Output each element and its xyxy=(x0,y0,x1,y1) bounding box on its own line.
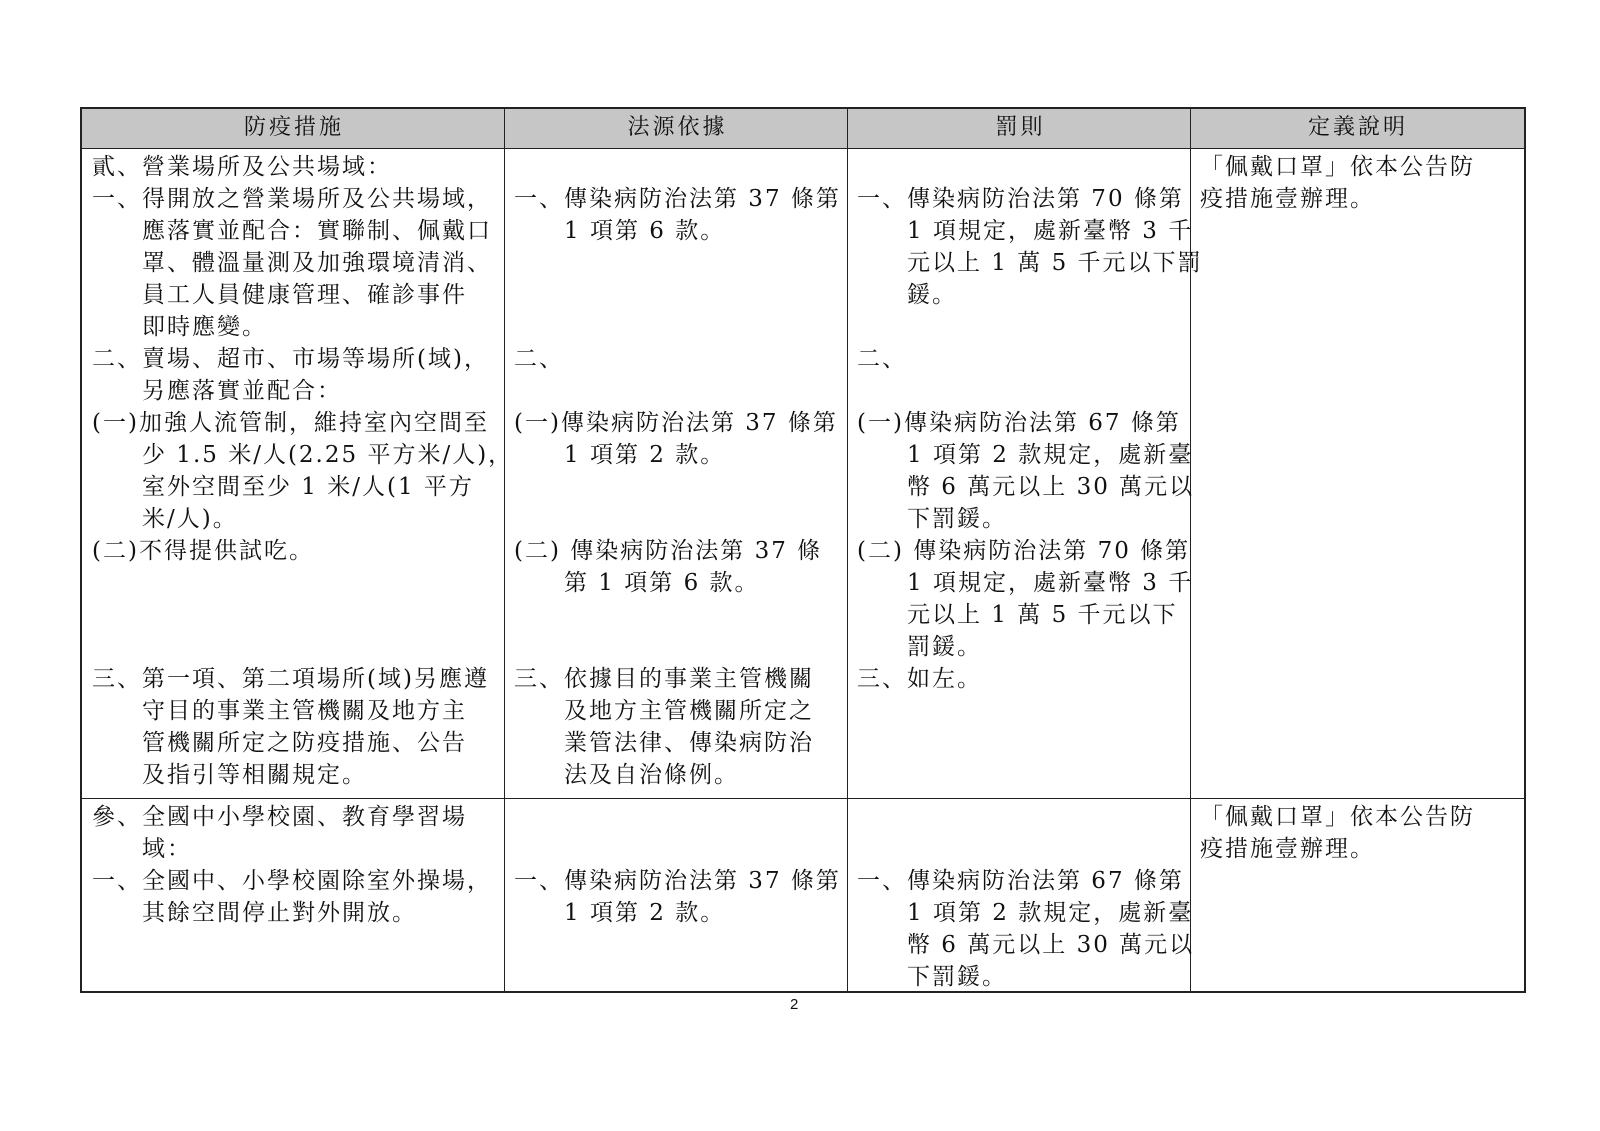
measure-text: 二、賣場、超市、市場等場所(域)， 另應落實並配合： xyxy=(92,346,489,404)
row-divider xyxy=(82,798,1524,799)
legal-text: 三、依據目的事業主管機關 及地方主管機關所定之 業管法律、傳染病防治 法及自治條例。 xyxy=(514,666,814,788)
measure-text: 一、得開放之營業場所及公共場域， 應落實並配合：實聯制、佩戴口 罩、體溫量測及加強環境清消、 員工人員健康管理、確診事件 即時應變。 xyxy=(92,186,492,340)
measure-text: 貳、營業場所及公共場域： xyxy=(92,154,392,180)
table-header xyxy=(82,109,1524,149)
legal-text: 二、 xyxy=(514,346,564,372)
legal-text: 一、傳染病防治法第 37 條第 1 項第 6 款。 xyxy=(514,186,841,244)
penalty-text: 一、傳染病防治法第 67 條第 1 項第 2 款規定，處新臺 幣 6 萬元以上 30 萬元以 下罰鍰。 xyxy=(857,868,1195,990)
column-header-penalty: 罰則 xyxy=(995,115,1046,140)
measure-text: 一、全國中、小學校園除室外操場， 其餘空間停止對外開放。 xyxy=(92,868,492,926)
penalty-text: 三、如左。 xyxy=(857,666,982,692)
legal-text: (二) 傳染病防治法第 37 條 第 1 項第 6 款。 xyxy=(514,538,823,596)
measure-text: (一)加強人流管制，維持室內空間至 少 1.5 米/人(2.25 平方米/人)， 室外空間至少 1 米/人(1 平方 米/人)。 xyxy=(92,410,514,532)
column-header-definition: 定義說明 xyxy=(1307,115,1408,140)
measure-text: (二)不得提供試吃。 xyxy=(92,538,314,564)
column-divider xyxy=(504,109,505,991)
column-divider xyxy=(847,109,848,991)
measure-text: 三、第一項、第二項場所(域)另應遵 守目的事業主管機關及地方主 管機關所定之防疫措施、公告 及指引等相關規定。 xyxy=(92,666,489,788)
definition-text: 「佩戴口罩」依本公告防 疫措施壹辦理。 xyxy=(1200,804,1475,862)
column-header-measures: 防疫措施 xyxy=(243,115,344,140)
measures-table xyxy=(80,107,1526,993)
legal-text: (一)傳染病防治法第 37 條第 1 項第 2 款。 xyxy=(514,410,838,468)
penalty-text: (二) 傳染病防治法第 70 條第 1 項規定，處新臺幣 3 千 元以上 1 萬 5 千元以下 罰鍰。 xyxy=(857,538,1194,660)
penalty-text: (一)傳染病防治法第 67 條第 1 項第 2 款規定，處新臺 幣 6 萬元以上 30 萬元以 下罰鍰。 xyxy=(857,410,1195,532)
legal-text: 一、傳染病防治法第 37 條第 1 項第 2 款。 xyxy=(514,868,841,926)
measure-text: 參、全國中小學校園、教育學習場 域： xyxy=(92,804,467,862)
page-number: 2 xyxy=(790,996,799,1013)
penalty-text: 二、 xyxy=(857,346,907,372)
penalty-text: 一、傳染病防治法第 70 條第 1 項規定，處新臺幣 3 千 元以上 1 萬 5 千元以下罰 鍰。 xyxy=(857,186,1203,308)
definition-text: 「佩戴口罩」依本公告防 疫措施壹辦理。 xyxy=(1200,154,1475,212)
column-header-legal-basis: 法源依據 xyxy=(627,115,728,140)
